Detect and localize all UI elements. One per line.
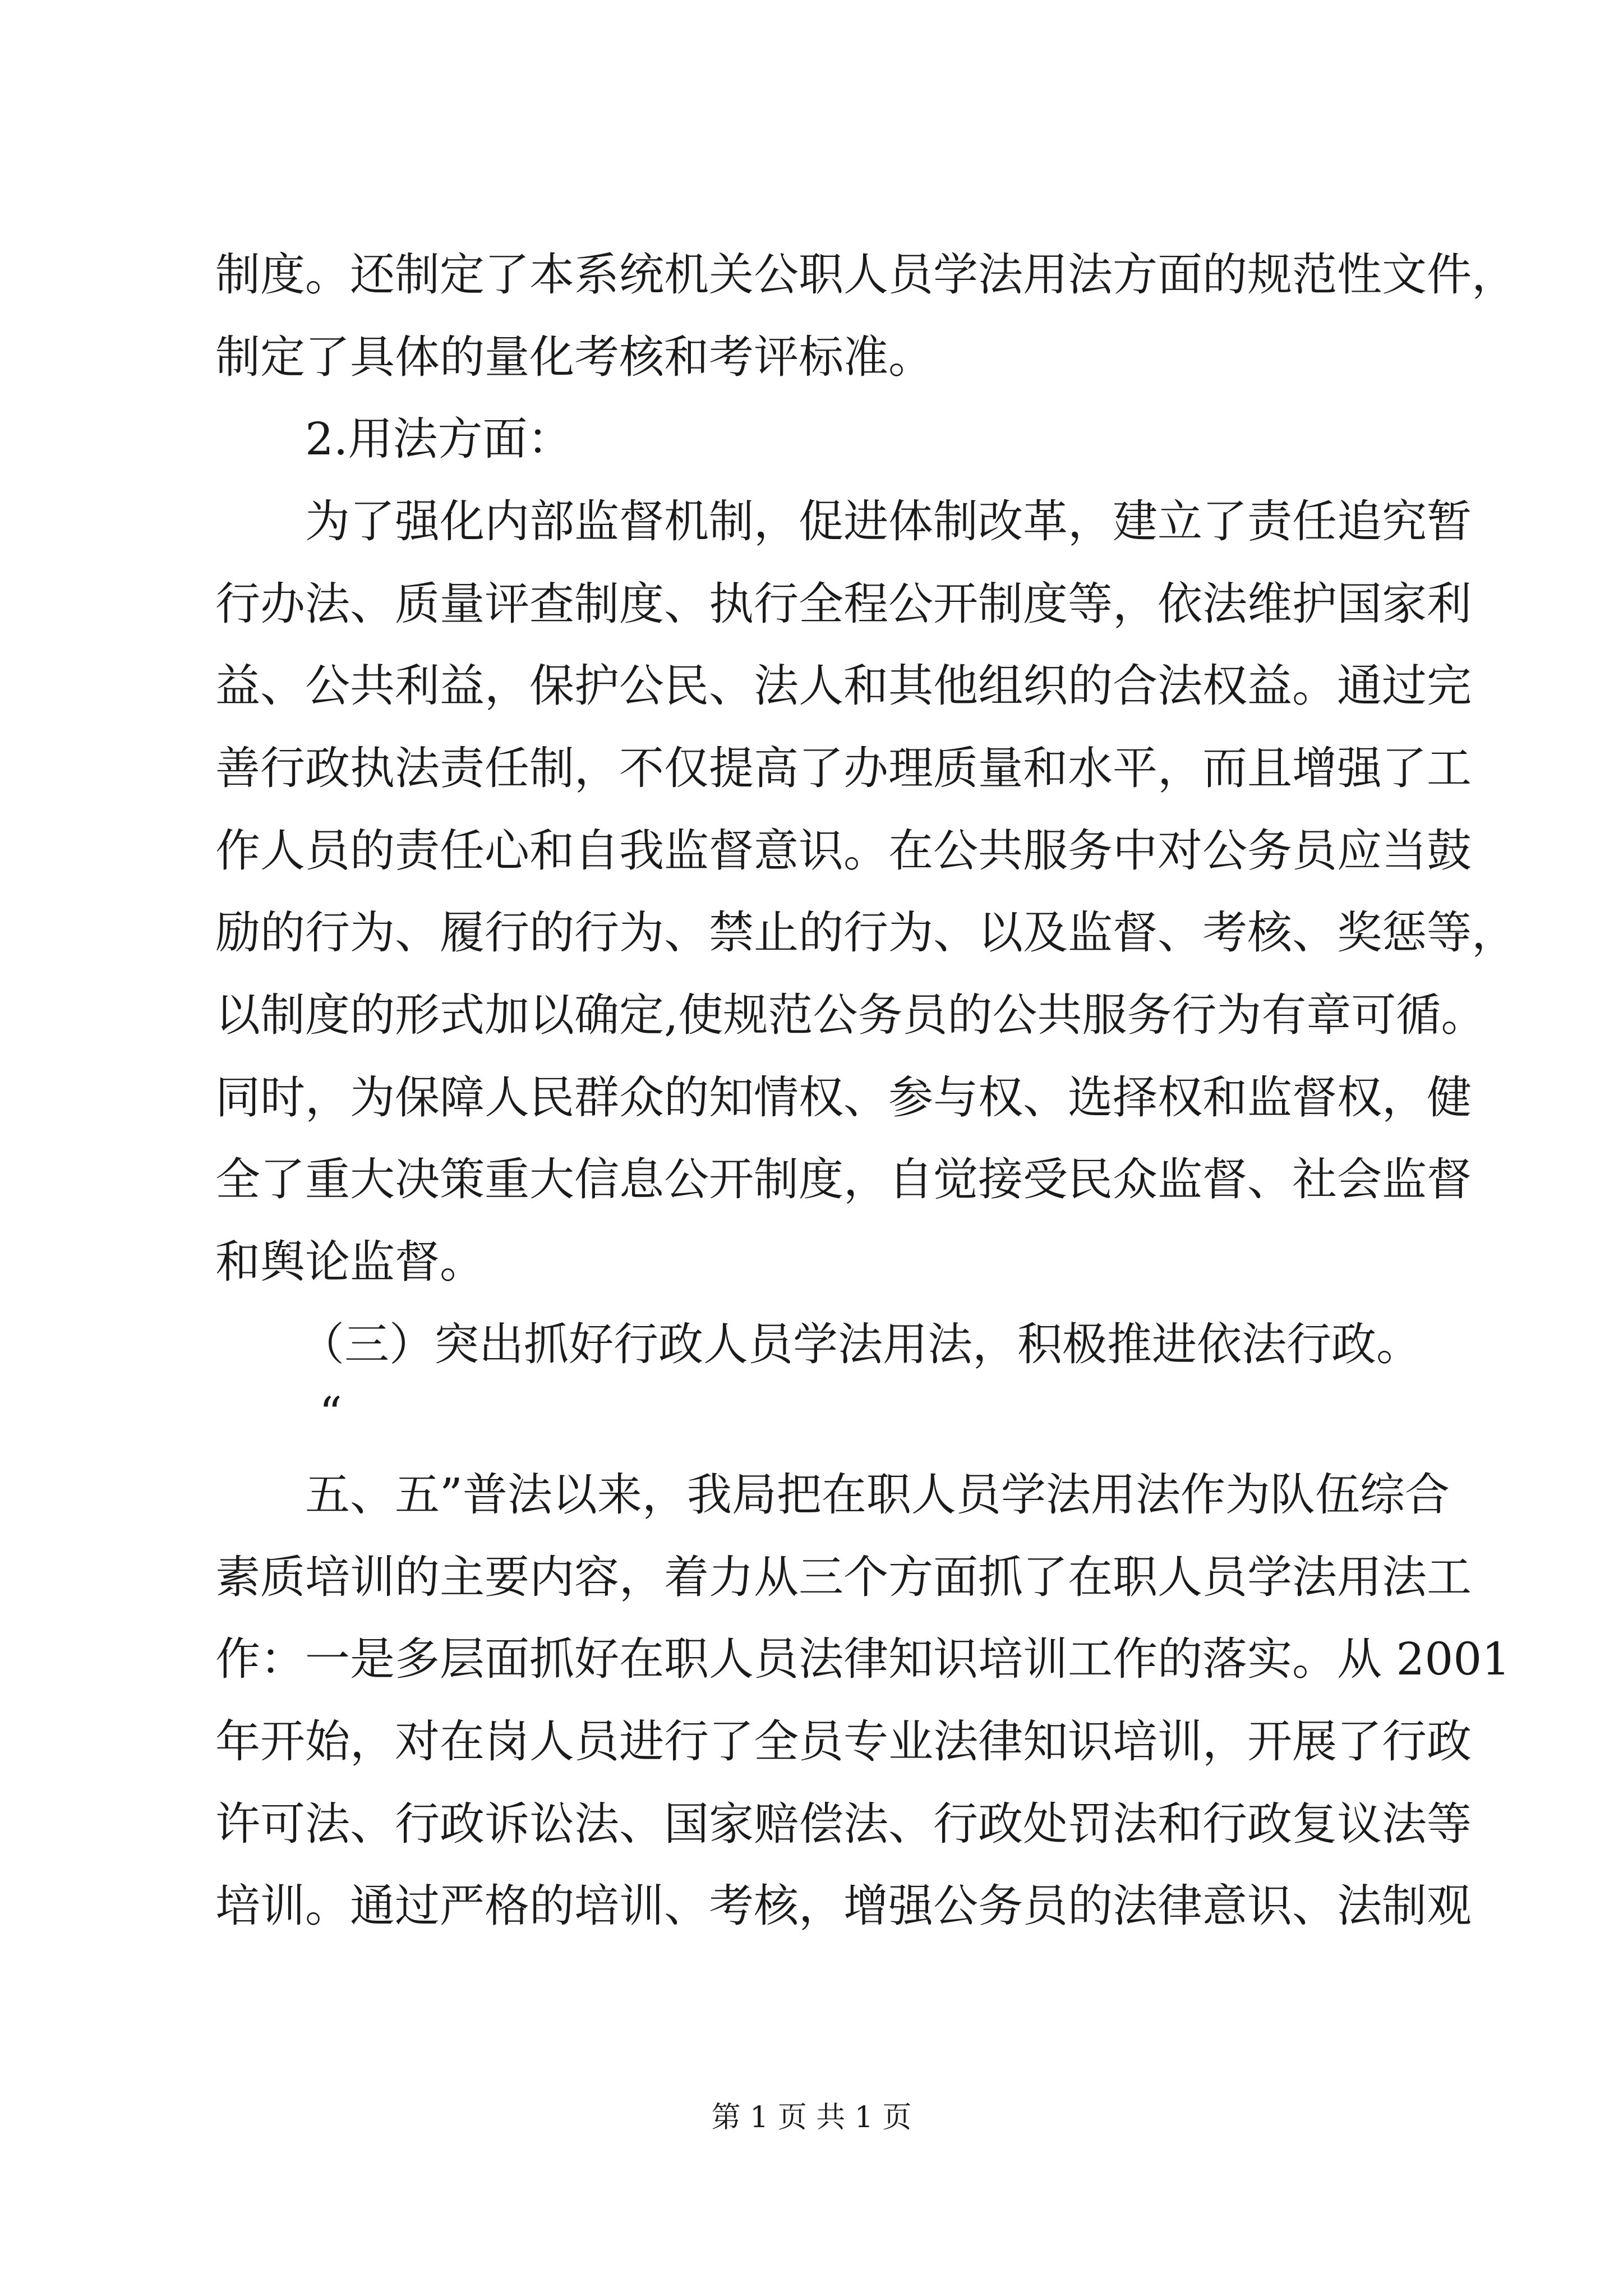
text-line: 以制度的形式加以确定,使规范公务员的公共服务行为有章可循。	[215, 989, 1486, 1041]
text-line: 励的行为、履行的行为、禁止的行为、以及监督、考核、奖惩等，	[215, 907, 1516, 959]
text-line: 为了强化内部监督机制，促进体制改革，建立了责任追究暂	[305, 495, 1472, 547]
text-line: 全了重大决策重大信息公开制度，自觉接受民众监督、社会监督	[215, 1153, 1472, 1205]
page-footer: 第 1 页 共 1 页	[711, 2101, 912, 2134]
text-line: 素质培训的主要内容，着力从三个方面抓了在职人员学法用法工	[215, 1551, 1472, 1603]
text-line: 作人员的责任心和自我监督意识。在公共服务中对公务员应当鼓	[215, 825, 1472, 877]
text-line: 培训。通过严格的培训、考核，增强公务员的法律意识、法制观	[215, 1880, 1472, 1932]
text-line: 2.用法方面：	[305, 413, 573, 465]
text-line: 善行政执法责任制，不仅提高了办理质量和水平，而且增强了工	[215, 742, 1472, 794]
text-line: 同时，为保障人民群众的知情权、参与权、选择权和监督权，健	[215, 1071, 1472, 1124]
text-line: 行办法、质量评查制度、执行全程公开制度等，依法维护国家利	[215, 578, 1472, 630]
section-heading: （三）突出抓好行政人员学法用法，积极推进依法行政。	[299, 1318, 1421, 1370]
text-line: 益、公共利益，保护公民、法人和其他组织的合法权益。通过完	[215, 660, 1472, 712]
text-line: 许可法、行政诉讼法、国家赔偿法、行政处罚法和行政复议法等	[215, 1798, 1472, 1850]
text-line: 作：一是多层面抓好在职人员法律知识培训工作的落实。从 2001	[215, 1633, 1511, 1685]
text-line: 年开始，对在岗人员进行了全员专业法律知识培训，开展了行政	[215, 1715, 1472, 1768]
text-line: 和舆论监督。	[215, 1236, 485, 1288]
text-line: 制定了具体的量化考核和考评标准。	[215, 331, 933, 383]
text-line: “	[319, 1387, 342, 1439]
text-line: 五、五”普法以来，我局把在职人员学法用法作为队伍综合	[305, 1469, 1450, 1521]
text-line: 制度。还制定了本系统机关公职人员学法用法方面的规范性文件，	[215, 249, 1516, 301]
